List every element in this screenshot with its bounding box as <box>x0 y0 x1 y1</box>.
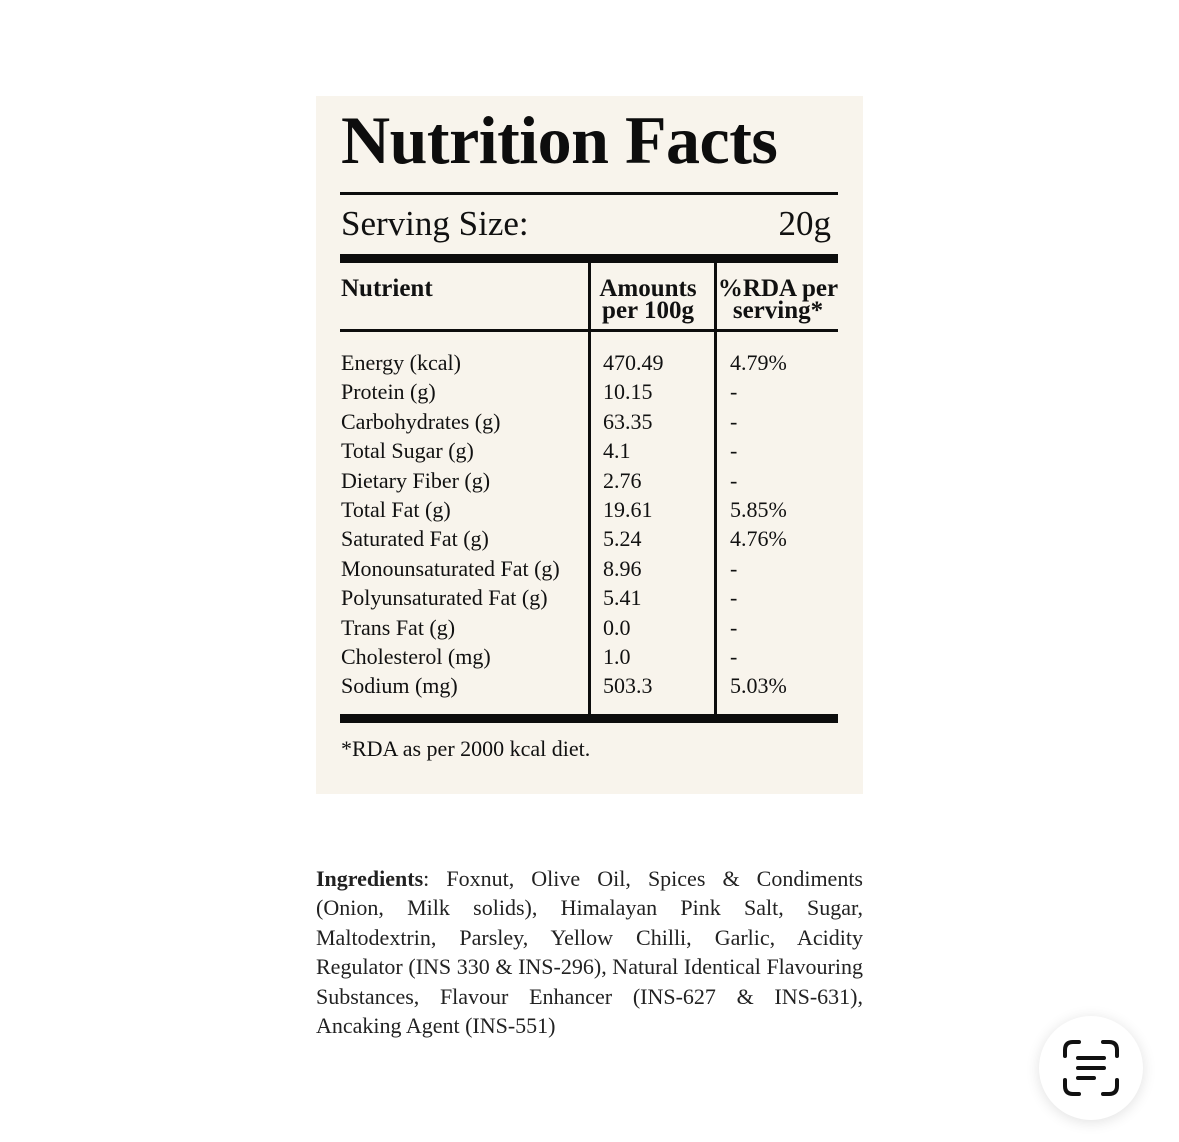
nutrient-rda: - <box>730 555 738 581</box>
table-row <box>341 348 841 377</box>
nutrient-name: Total Sugar (g) <box>341 438 474 464</box>
ingredients-paragraph <box>316 864 863 1040</box>
ingredients-text: : Foxnut, Olive Oil, Spices & Condiments (Onion, Milk solids), Himalayan Pink Salt, Sugar, Maltodextrin, Parsley, Yellow Chilli, Garlic, Acidity Regulator (INS 330 & INS-296), Natural Identical Flavouring Substances, Flavour Enhancer (INS-627 & INS-631), Ancaking Agent (INS-551) <box>316 866 863 1039</box>
nutrient-name: Monounsaturated Fat (g) <box>341 555 560 581</box>
nutrient-amount: 5.41 <box>603 585 642 611</box>
nutrient-name: Carbohydrates (g) <box>341 408 501 434</box>
table-row <box>341 671 841 700</box>
nutrient-amount: 8.96 <box>603 555 642 581</box>
nutrient-name: Dietary Fiber (g) <box>341 467 491 493</box>
nutrient-rda: 5.85% <box>730 496 787 522</box>
nutrient-name: Cholesterol (mg) <box>341 643 491 669</box>
nutrient-rda: - <box>730 438 738 464</box>
nutrient-rda: - <box>730 643 738 669</box>
nutrient-amount: 10.15 <box>603 379 653 405</box>
rda-footnote: *RDA as per 2000 kcal diet. <box>341 736 591 761</box>
table-row <box>341 613 841 642</box>
nutrient-rda: - <box>730 585 738 611</box>
bottom-divider <box>340 714 838 723</box>
table-row <box>341 583 841 612</box>
serving-size-label: Serving Size: <box>341 204 529 243</box>
nutrient-table <box>341 348 841 701</box>
table-row <box>341 524 841 553</box>
table-row <box>341 642 841 671</box>
table-row <box>341 407 841 436</box>
column-header-nutrient: Nutrient <box>341 275 433 302</box>
top-divider <box>340 192 838 195</box>
nutrient-rda: - <box>730 467 738 493</box>
nutrient-rda: - <box>730 379 738 405</box>
nutrient-amount: 470.49 <box>603 350 664 375</box>
nutrient-amount: 4.1 <box>603 438 631 464</box>
nutrition-facts-panel <box>316 96 863 794</box>
nutrient-amount: 63.35 <box>603 408 653 434</box>
nutrient-name: Protein (g) <box>341 379 436 405</box>
serving-divider <box>340 254 838 263</box>
nutrient-amount: 2.76 <box>603 467 642 493</box>
nutrient-rda: 4.76% <box>730 526 787 552</box>
ingredients-label: Ingredients <box>316 866 424 891</box>
nutrient-rda: - <box>730 408 738 434</box>
nutrient-name: Saturated Fat (g) <box>341 526 489 552</box>
nutrient-name: Energy (kcal) <box>341 350 461 375</box>
nutrient-name: Trans Fat (g) <box>341 614 456 640</box>
nutrient-rda: - <box>730 614 738 640</box>
nutrient-name: Sodium (mg) <box>341 673 458 699</box>
table-row <box>341 436 841 465</box>
column-header-amount: Amounts per 100g <box>599 275 697 324</box>
table-row <box>341 495 841 524</box>
nutrient-rda: 5.03% <box>730 673 787 699</box>
column-header-rda: %RDA per serving* <box>717 275 839 324</box>
table-row <box>341 466 841 495</box>
nutrient-amount: 0.0 <box>603 614 631 640</box>
nutrient-name: Polyunsaturated Fat (g) <box>341 585 548 611</box>
nutrient-amount: 19.61 <box>603 496 653 522</box>
scan-text-icon <box>1061 1038 1121 1098</box>
panel-title: Nutrition Facts <box>341 102 778 178</box>
nutrient-amount: 1.0 <box>603 643 631 669</box>
table-row <box>341 377 841 406</box>
nutrient-amount: 503.3 <box>603 673 653 699</box>
serving-size-value: 20g <box>778 204 831 243</box>
scan-text-button[interactable] <box>1039 1016 1143 1120</box>
table-row <box>341 554 841 583</box>
nutrient-rda: 4.79% <box>730 350 787 375</box>
nutrient-amount: 5.24 <box>603 526 642 552</box>
nutrient-name: Total Fat (g) <box>341 496 451 522</box>
